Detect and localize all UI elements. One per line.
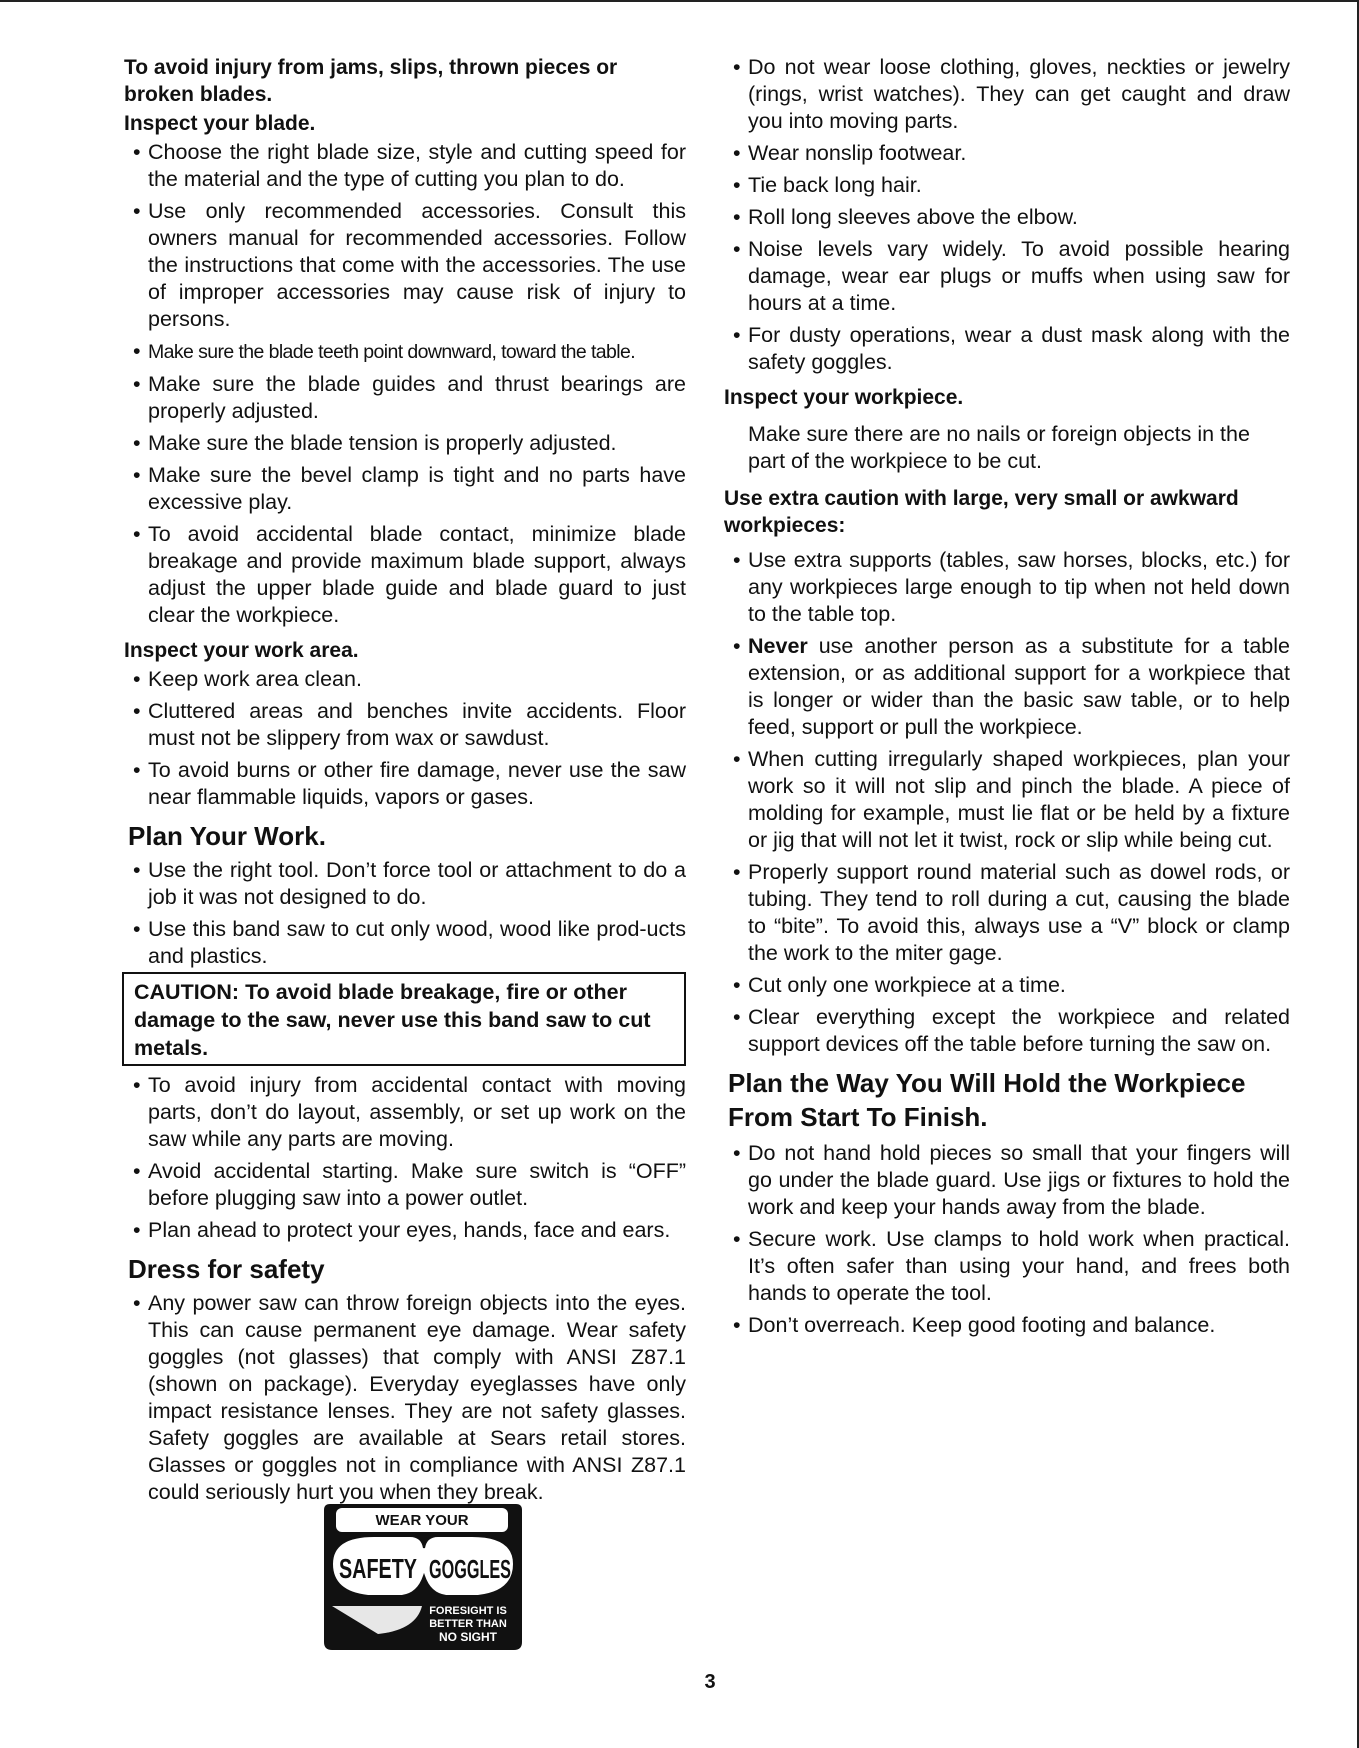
plan-list — [124, 857, 686, 970]
list-item: • Tie back long hair. — [733, 173, 922, 197]
left-column — [124, 54, 686, 1514]
list-item: • Use extra supports (tables, saw horses, blocks, etc.) for any workpieces large enough to tip when not held down to the table top. — [733, 548, 1290, 626]
plan-heading: Plan Your Work. — [128, 821, 326, 851]
list-item: • Roll long sleeves above the elbow. — [733, 205, 1078, 229]
goggles-line3: NO SIGHT — [438, 1630, 498, 1644]
caution-list — [724, 547, 1290, 1058]
list-item: • Noise levels vary widely. To avoid possible hearing damage, wear ear plugs or muffs when using saw for hours at a time. — [733, 237, 1290, 315]
caution-heading: Use extra caution with large, very small or awkward workpieces: — [724, 487, 1239, 537]
list-item: • Make sure the blade guides and thrust bearings are properly adjusted. — [133, 372, 686, 423]
caution-box: CAUTION: To avoid blade breakage, fire or other damage to the saw, never use this band saw to cut metals. — [122, 972, 686, 1066]
list-item: • Any power saw can throw foreign objects into the eyes. This can cause permanent eye damage. Wear safety goggles (not glasses) that comply with ANSI Z87.1 (shown on package). Everyday eyeglasses have only impact resistance lenses. They are not safety glasses. Safety goggles are available at Sears retail stores. Glasses or goggles not in compliance with ANSI Z87.1 could seriously hurt you when they break. — [133, 1291, 686, 1504]
list-item: • To avoid injury from accidental contact with moving parts, don’t do layout, assembly, or set up work on the saw while any parts are moving. — [133, 1073, 686, 1151]
list-item: • Make sure the blade tension is properly adjusted. — [133, 431, 617, 455]
list-item: • Avoid accidental starting. Make sure switch is “OFF” before plugging saw into a power outlet. — [133, 1159, 686, 1210]
list-item: • Secure work. Use clamps to hold work when practical. It’s often safer than using your hand, and frees both hands to operate the tool. — [733, 1227, 1290, 1305]
list-item: • Choose the right blade size, style and cutting speed for the material and the type of cutting you plan to do. — [133, 140, 686, 191]
jam-heading: To avoid injury from jams, slips, thrown pieces or broken blades. — [124, 56, 618, 106]
plan-list-2 — [124, 1072, 686, 1244]
hold-heading-2: From Start To Finish. — [728, 1102, 988, 1132]
workpiece-text: Make sure there are no nails or foreign objects in the part of the workpiece to be cut. — [748, 422, 1250, 473]
list-item: • Don’t overreach. Keep good footing and balance. — [733, 1313, 1216, 1337]
hold-heading-1: Plan the Way You Will Hold the Workpiece — [728, 1068, 1246, 1098]
apparel-list — [724, 54, 1290, 376]
dress-list — [124, 1290, 686, 1506]
goggles-icon — [318, 1502, 528, 1652]
list-item: • Use this band saw to cut only wood, wood like prod-ucts and plastics. — [133, 917, 686, 968]
list-item: • To avoid accidental blade contact, minimize blade breakage and provide maximum blade support, always adjust the upper blade guide and blade guard to just clear the workpiece. — [133, 522, 686, 627]
workpiece-heading: Inspect your workpiece. — [724, 386, 964, 409]
goggles-line1: FORESIGHT IS — [429, 1605, 507, 1617]
list-item: • Do not wear loose clothing, gloves, neckties or jewelry (rings, wrist watches). They can get caught and draw you into moving parts. — [733, 55, 1290, 133]
list-item: • Make sure the blade teeth point downward, toward the table. — [133, 339, 636, 363]
blade-heading: Inspect your blade. — [124, 112, 316, 135]
dress-heading: Dress for safety — [128, 1254, 325, 1284]
list-item: • Wear nonslip footwear. — [733, 141, 967, 165]
list-item: • For dusty operations, wear a dust mask along with the safety goggles. — [733, 323, 1290, 374]
list-item: • Do not hand hold pieces so small that your fingers will go under the blade guard. Use jigs or fixtures to hold the work and keep your hands away from the blade. — [733, 1141, 1290, 1219]
work-area-list — [124, 666, 686, 811]
list-item: • Keep work area clean. — [133, 667, 362, 691]
goggles-goggles-text: GOGGLES — [429, 1554, 511, 1584]
goggles-safety-text: SAFETY — [339, 1553, 418, 1584]
list-item: • Use only recommended accessories. Consult this owners manual for recommended accessories. Follow the instructions that come with the accessories. The use of improper accessories may cause risk of injury to persons. — [133, 199, 686, 331]
page-number: 3 — [704, 1671, 716, 1693]
list-item: • When cutting irregularly shaped workpieces, plan your work so it will not slip and pinch the blade. A piece of molding for example, must lie flat or be held by a fixture or jig that will not let it twist, rock or slip while being cut. — [733, 747, 1290, 852]
list-item: • Never use another person as a substitute for a table extension, or as additional support for a workpiece that is longer or wider than the basic saw table, or to help feed, support or pull the workpiece. — [733, 634, 1290, 739]
list-item: • Use the right tool. Don’t force tool or attachment to do a job it was not designed to do. — [133, 858, 686, 909]
list-item: • Clear everything except the workpiece and related support devices off the table before turning the saw on. — [733, 1005, 1290, 1056]
list-item: • Cluttered areas and benches invite accidents. Floor must not be slippery from wax or sawdust. — [133, 699, 686, 750]
safety-goggles-logo — [318, 1502, 528, 1657]
list-item: • To avoid burns or other fire damage, never use the saw near flammable liquids, vapors or gases. — [133, 758, 686, 809]
goggles-line2: BETTER THAN — [429, 1618, 507, 1630]
list-item: • Make sure the bevel clamp is tight and no parts have excessive play. — [133, 463, 686, 514]
list-item: • Properly support round material such as dowel rods, or tubing. They tend to roll during a cut, causing the blade to “bite”. To avoid this, always use a “V” block or clamp the work to the miter gage. — [733, 860, 1290, 965]
hold-list — [724, 1140, 1290, 1339]
list-item: • Cut only one workpiece at a time. — [733, 973, 1066, 997]
goggles-top-text: WEAR YOUR — [375, 1512, 469, 1529]
blade-list — [124, 139, 686, 629]
right-column — [724, 54, 1290, 1347]
work-area-heading: Inspect your work area. — [124, 639, 359, 662]
list-item: • Plan ahead to protect your eyes, hands, face and ears. — [133, 1218, 671, 1242]
